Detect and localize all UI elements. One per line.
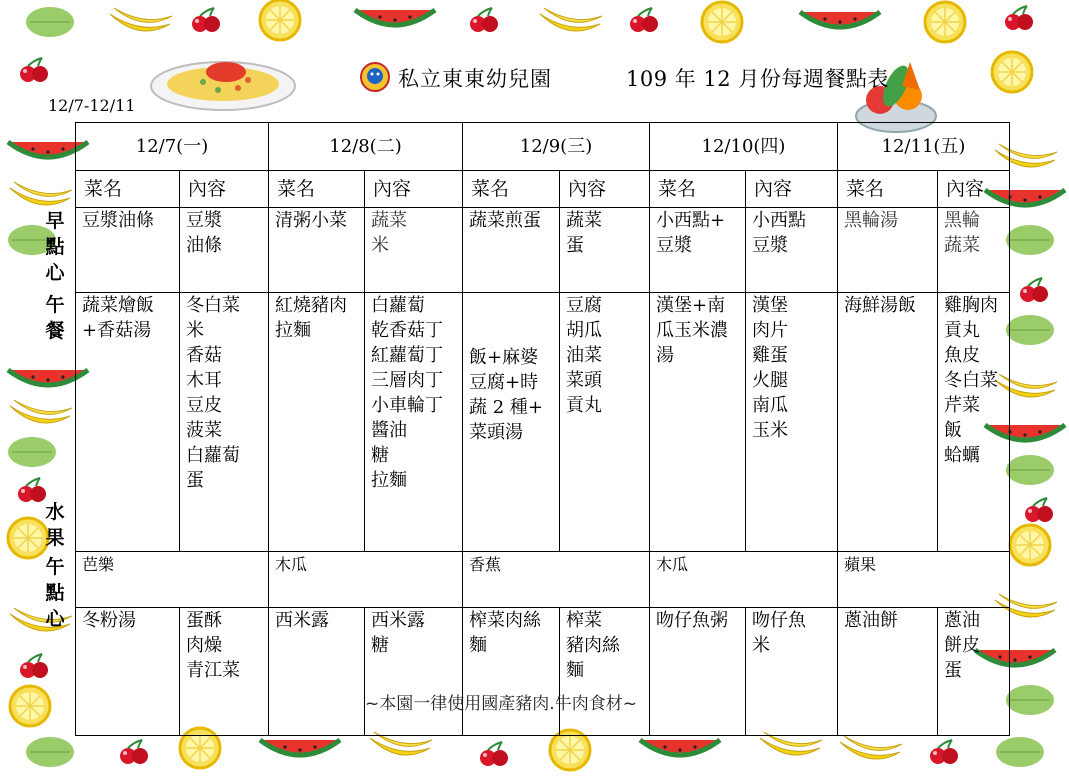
snack-dish-thu: 吻仔魚粥 [650, 608, 746, 736]
day-header-row [76, 123, 1010, 171]
snack-row [76, 608, 1010, 736]
breakfast-content-mon: 豆漿 油條 [180, 208, 269, 293]
breakfast-content-wed: 蔬菜 蛋 [560, 208, 650, 293]
fruit-wed: 香蕉 [463, 552, 650, 608]
row-label-breakfast: 早 點 心 [45, 210, 65, 284]
fruit-mon: 芭樂 [76, 552, 269, 608]
day-header-fri: 12/11(五) [838, 123, 1010, 171]
week-range: 12/7-12/11 [48, 96, 136, 115]
snack-dish-fri: 蔥油餅 [838, 608, 938, 736]
content-header: 內容 [180, 171, 269, 208]
content-header: 內容 [746, 171, 838, 208]
lunch-dish-mon: 蔬菜燴飯 +香菇湯 [76, 293, 180, 552]
lunch-dish-fri: 海鮮湯飯 [838, 293, 938, 552]
lunch-content-thu: 漢堡 肉片 雞蛋 火腿 南瓜 玉米 [746, 293, 838, 552]
breakfast-content-tue: 蔬菜 米 [365, 208, 463, 293]
dish-header: 菜名 [650, 171, 746, 208]
row-label-snack: 午 點 心 [45, 556, 65, 630]
dish-header: 菜名 [76, 171, 180, 208]
day-header-wed: 12/9(三) [463, 123, 650, 171]
day-header-tue: 12/8(二) [269, 123, 463, 171]
fruit-fri: 蘋果 [838, 552, 1010, 608]
lunch-dish-tue: 紅燒豬肉 拉麵 [269, 293, 365, 552]
header [0, 0, 1069, 120]
dish-header: 菜名 [269, 171, 365, 208]
content-header: 內容 [938, 171, 1010, 208]
breakfast-content-fri: 黑輪 蔬菜 [938, 208, 1010, 293]
day-header-mon: 12/7(一) [76, 123, 269, 171]
dish-header: 菜名 [463, 171, 560, 208]
lunch-dish-thu: 漢堡+南 瓜玉米濃 湯 [650, 293, 746, 552]
breakfast-dish-fri: 黑輪湯 [838, 208, 938, 293]
fruit-thu: 木瓜 [650, 552, 838, 608]
school-logo-icon [360, 62, 390, 92]
snack-content-mon: 蛋酥 肉燥 青江菜 [180, 608, 269, 736]
fruit-row [76, 552, 1010, 608]
column-header-row [76, 171, 1010, 208]
snack-content-wed: 榨菜 豬肉絲 麵 [560, 608, 650, 736]
lunch-row [76, 293, 1010, 552]
breakfast-dish-wed: 蔬菜煎蛋 [463, 208, 560, 293]
breakfast-row [76, 208, 1010, 293]
school-name: 私立東東幼兒園 [398, 67, 552, 91]
breakfast-dish-thu: 小西點+ 豆漿 [650, 208, 746, 293]
snack-dish-wed: 榨菜肉絲 麵 [463, 608, 560, 736]
snack-dish-mon: 冬粉湯 [76, 608, 180, 736]
lunch-content-tue: 白蘿蔔 乾香菇丁 紅蘿蔔丁 三層肉丁 小車輪丁 醬油 糖 拉麵 [365, 293, 463, 552]
menu-title: 109 年 12 月份每週餐點表 [626, 67, 889, 91]
row-label-fruit: 水 果 [45, 501, 65, 549]
content-header: 內容 [560, 171, 650, 208]
snack-content-thu: 吻仔魚 米 [746, 608, 838, 736]
lunch-content-fri: 雞胸肉 貢丸 魚皮 冬白菜 芹菜 飯 蛤蠣 [938, 293, 1010, 552]
breakfast-dish-tue: 清粥小菜 [269, 208, 365, 293]
lunch-dish-wed: 飯+麻婆 豆腐+時 蔬 2 種+ 菜頭湯 [463, 293, 560, 552]
snack-content-tue: 西米露 糖 [365, 608, 463, 736]
day-header-thu: 12/10(四) [650, 123, 838, 171]
menu-table [75, 122, 1010, 736]
lunch-content-mon: 冬白菜 米 香菇 木耳 豆皮 菠菜 白蘿蔔 蛋 [180, 293, 269, 552]
snack-content-fri: 蔥油 餅皮 蛋 [938, 608, 1010, 736]
fruit-tue: 木瓜 [269, 552, 463, 608]
breakfast-content-thu: 小西點 豆漿 [746, 208, 838, 293]
footer-note: ~本園一律使用國產豬肉.牛肉食材~ [365, 694, 637, 714]
row-label-lunch: 午 餐 [45, 294, 65, 342]
breakfast-dish-mon: 豆漿油條 [76, 208, 180, 293]
snack-dish-tue: 西米露 [269, 608, 365, 736]
content-header: 內容 [365, 171, 463, 208]
lunch-content-wed: 豆腐 胡瓜 油菜 菜頭 貢丸 [560, 293, 650, 552]
dish-header: 菜名 [838, 171, 938, 208]
